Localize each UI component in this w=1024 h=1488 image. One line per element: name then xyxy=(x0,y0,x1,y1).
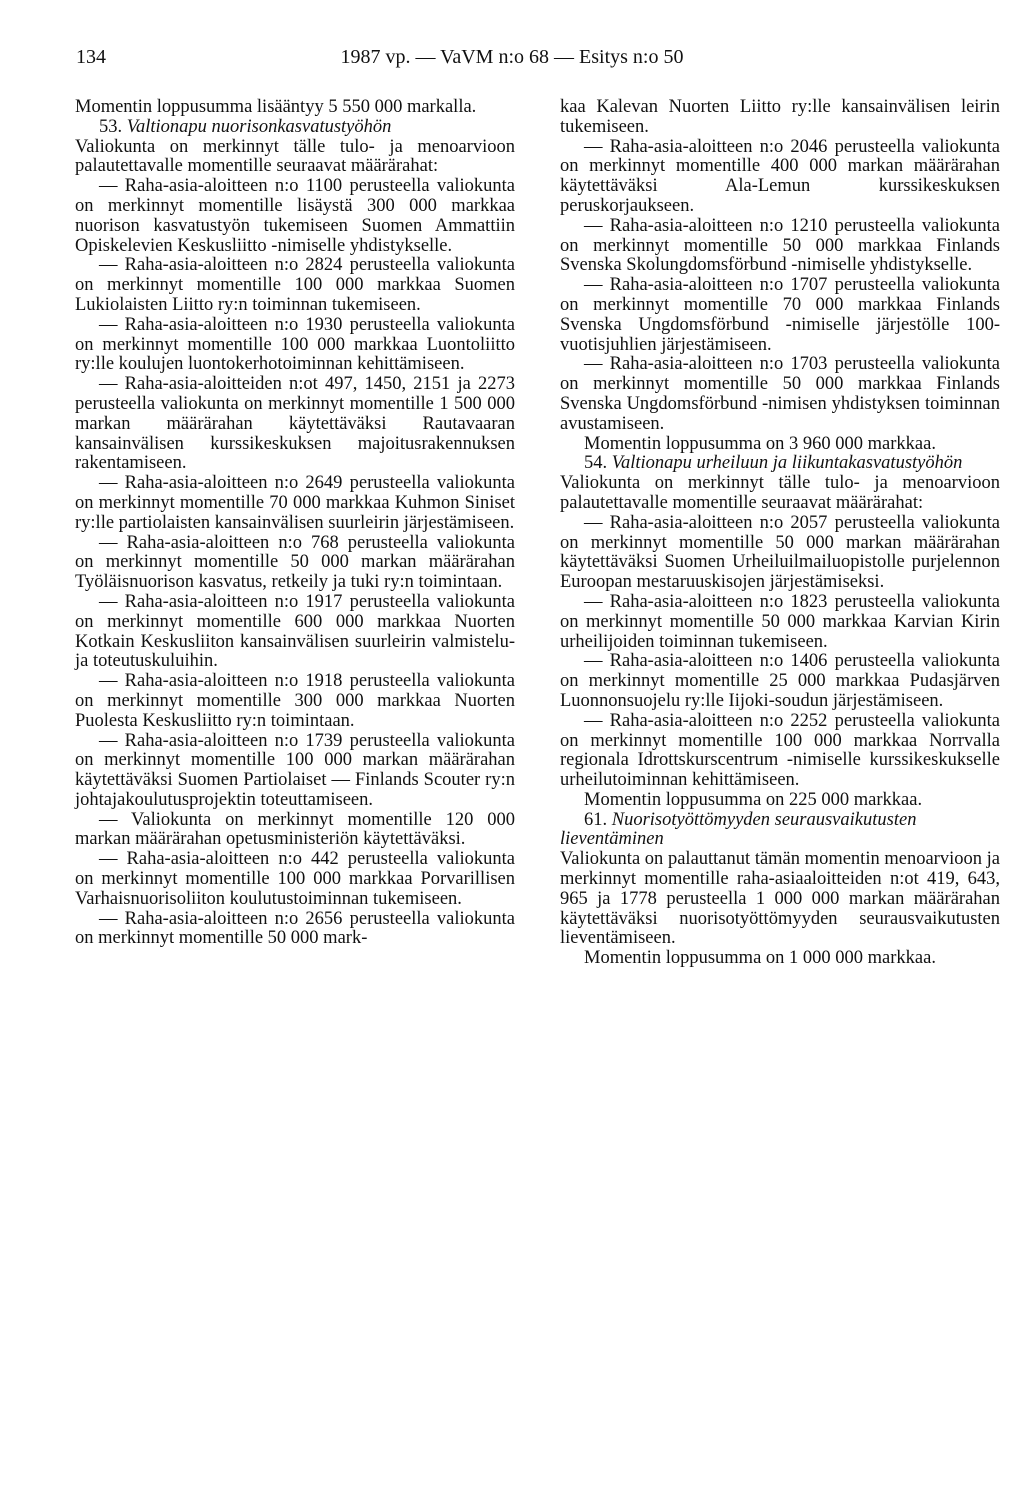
paragraph: Valiokunta on palauttanut tämän momentin menoarvioon ja merkinnyt momentille raha-asiaaloitteiden n:ot 419, 643, 965 ja 1778 perusteella 1 000 000 markan määrärahan käytettäväksi nuorisotyöttömyyden seurausvaikutusten lieventämiseen. xyxy=(560,849,1000,949)
paragraph: — Raha-asia-aloitteen n:o 1739 perusteella valiokunta on merkinnyt momentille 100 000 markan määrärahan käytettäväksi Suomen Partiolaiset — Finlands Scouter ry:n johtajakoulutusprojektin toteuttamiseen. xyxy=(75,730,515,810)
section-number: 54. xyxy=(584,453,608,474)
paragraph: — Raha-asia-aloitteen n:o 2252 perusteella valiokunta on merkinnyt momentille 100 000 markkaa Norrvalla regionala Idrottskurscentrum -nimiselle kurssikeskukselle urheilutoiminnan kehittämiseen. xyxy=(560,710,1000,791)
section-heading xyxy=(75,118,515,138)
section-title: Valtionapu nuorisonkasvatustyöhön xyxy=(126,116,392,137)
section-number: 61. xyxy=(584,809,608,830)
section-number: 53. xyxy=(99,116,123,137)
paragraph: — Raha-asia-aloitteen n:o 1823 perusteella valiokunta on merkinnyt momentille 50 000 markkaa Karvian Kirin urheilijoiden toiminnan tukemiseen. xyxy=(560,591,1000,652)
paragraph: Momentin loppusumma lisääntyy 5 550 000 markalla. xyxy=(75,97,477,117)
paragraph: — Raha-asia-aloitteen n:o 1406 perusteella valiokunta on merkinnyt momentille 25 000 markkaa Pudasjärven Luonnonsuojelu ry:lle Iijoki-soudun järjestämiseen. xyxy=(560,651,1000,711)
paragraph: — Raha-asia-aloitteen n:o 1100 perusteella valiokunta on merkinnyt momentille lisäystä 300 000 markkaa nuorison kasvatustyön tukemiseen Suomen Ammattiin Opiskelevien Keskusliitto -nimiselle yhdistykselle. xyxy=(75,176,515,256)
left-column xyxy=(75,98,515,949)
page-number: 134 xyxy=(76,46,106,68)
paragraph: — Valiokunta on merkinnyt momentille 120 000 markan määrärahan opetusministeriön käytettäväksi. xyxy=(75,809,515,850)
paragraph: Momentin loppusumma on 225 000 markkaa. xyxy=(584,789,923,810)
paragraph: — Raha-asia-aloitteen n:o 2046 perusteella valiokunta on merkinnyt momentille 400 000 markan määrärahan käytettäväksi Ala-Lemun kurssikeskuksen peruskorjaukseen. xyxy=(560,136,1000,216)
paragraph: Valiokunta on merkinnyt tälle tulo- ja menoarvioon palautettavalle momentille seuraavat määrärahat: xyxy=(560,473,1000,513)
paragraph: — Raha-asia-aloitteen n:o 1210 perusteella valiokunta on merkinnyt momentille 50 000 markkaa Finlands Svenska Skolungdomsförbund -nimiselle yhdistykselle. xyxy=(560,215,1000,276)
paragraph: — Raha-asia-aloitteiden n:ot 497, 1450, 2151 ja 2273 perusteella valiokunta on merkinnyt momentille 1 500 000 markan määrärahan käytettäväksi Rautavaaran kansainvälisen kurssikeskuksen majoitusrakennuksen rakentamiseen. xyxy=(75,374,515,474)
page-header xyxy=(76,46,948,72)
paragraph: — Raha-asia-aloitteen n:o 2057 perusteella valiokunta on merkinnyt momentille 50 000 markan määrärahan käytettäväksi Suomen Urheiluilmailuopistolle purjelennon Euroopan mestaruuskisojen järjestämiseksi. xyxy=(560,512,1000,593)
running-title: 1987 vp. — VaVM n:o 68 — Esitys n:o 50 xyxy=(340,46,684,68)
section-heading xyxy=(560,811,1000,851)
paragraph: Momentin loppusumma on 3 960 000 markkaa. xyxy=(584,433,936,454)
paragraph: — Raha-asia-aloitteen n:o 1918 perusteella valiokunta on merkinnyt momentille 300 000 markkaa Nuorten Puolesta Keskusliitto ry:n toimintaan. xyxy=(75,671,515,731)
paragraph: — Raha-asia-aloitteen n:o 2656 perusteella valiokunta on merkinnyt momentille 50 000 mark- xyxy=(75,908,515,949)
paragraph: — Raha-asia-aloitteen n:o 1917 perusteella valiokunta on merkinnyt momentille 600 000 markkaa Nuorten Kotkain Keskusliiton kansainvälisen suurleirin valmistelu- ja toteutuskuluihin. xyxy=(75,591,515,672)
section-heading xyxy=(560,454,1000,474)
section-title: Nuorisotyöttömyyden seurausvaikutusten lieventäminen xyxy=(560,809,917,850)
paragraph: kaa Kalevan Nuorten Liitto ry:lle kansainvälisen leirin tukemiseen. xyxy=(560,97,1000,137)
paragraph: — Raha-asia-aloitteen n:o 2824 perusteella valiokunta on merkinnyt momentille 100 000 markkaa Suomen Lukiolaisten Liitto ry:n toiminnan tukemiseen. xyxy=(75,255,515,315)
section-title: Valtionapu urheiluun ja liikuntakasvatustyöhön xyxy=(611,453,963,474)
paragraph: — Raha-asia-aloitteen n:o 1707 perusteella valiokunta on merkinnyt momentille 70 000 markkaa Finlands Svenska Ungdomsförbund -nimiselle järjestölle 100-vuotisjuhlien järjestämiseen. xyxy=(560,275,1000,355)
paragraph: Momentin loppusumma on 1 000 000 markkaa. xyxy=(584,948,936,969)
paragraph: — Raha-asia-aloitteen n:o 768 perusteella valiokunta on merkinnyt momentille 50 000 markan määrärahan Työläisnuorison kasvatus, retkeily ja tuki ry:n toimintaan. xyxy=(75,532,515,593)
paragraph: — Raha-asia-aloitteen n:o 1930 perusteella valiokunta on merkinnyt momentille 100 000 markkaa Luontoliitto ry:lle koulujen luontokerhotoiminnan kehittämiseen. xyxy=(75,314,515,375)
paragraph: — Raha-asia-aloitteen n:o 1703 perusteella valiokunta on merkinnyt momentille 50 000 markkaa Finlands Svenska Ungdomsförbund -nimisen yhdistyksen toiminnan avustamiseen. xyxy=(560,354,1000,434)
right-column xyxy=(560,98,1000,969)
paragraph: — Raha-asia-aloitteen n:o 2649 perusteella valiokunta on merkinnyt momentille 70 000 markkaa Kuhmon Siniset ry:lle partiolaisten kansainvälisen suurleirin järjestämiseen. xyxy=(75,473,515,533)
paragraph: Valiokunta on merkinnyt tälle tulo- ja menoarvioon palautettavalle momentille seuraavat määrärahat: xyxy=(75,136,515,177)
paragraph: — Raha-asia-aloitteen n:o 442 perusteella valiokunta on merkinnyt momentille 100 000 markkaa Porvarillisen Varhaisnuorisoliiton koulutustoiminnan tukemiseen. xyxy=(75,849,515,909)
